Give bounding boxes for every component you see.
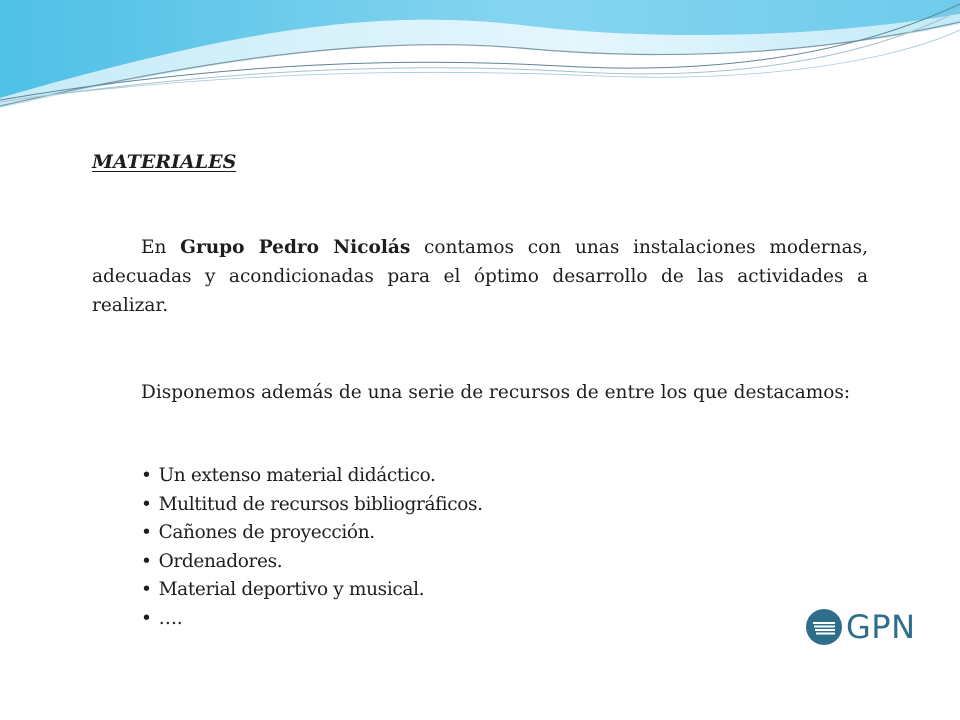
bullet-icon: • bbox=[141, 493, 152, 515]
list-item-text: Un extenso material didáctico. bbox=[158, 465, 436, 486]
intro-rest: contamos con unas instalaciones modernas, adecuadas y acondicionadas para el óptimo desarrollo de las actividades a realizar. bbox=[92, 237, 868, 316]
list-item-text: Cañones de proyección. bbox=[158, 522, 375, 544]
list-item-text: Multitud de recursos bibliográficos. bbox=[158, 493, 483, 515]
bullet-icon: • bbox=[141, 579, 152, 601]
list-item-text: …. bbox=[158, 607, 183, 629]
intro-prefix: En bbox=[141, 237, 181, 258]
gpn-logo-text: GPN bbox=[846, 608, 916, 646]
gpn-book-icon bbox=[804, 604, 844, 650]
list-item bbox=[141, 519, 483, 548]
resources-paragraph: Disponemos además de una serie de recursos de entre los que destacamos: bbox=[141, 382, 851, 403]
bullet-icon: • bbox=[141, 522, 152, 544]
company-name: Grupo Pedro Nicolás bbox=[180, 237, 411, 258]
list-item-text: Material deportivo y musical. bbox=[158, 579, 425, 601]
bullet-icon: • bbox=[141, 465, 152, 486]
list-item bbox=[141, 576, 483, 605]
bullet-icon: • bbox=[141, 607, 152, 629]
list-item bbox=[141, 605, 483, 634]
list-item bbox=[141, 462, 483, 491]
gpn-logo bbox=[804, 604, 914, 650]
wave-banner bbox=[0, 0, 960, 120]
section-heading: MATERIALES bbox=[92, 151, 237, 173]
wave-main-shape bbox=[0, 0, 960, 98]
bullet-icon: • bbox=[141, 550, 152, 572]
list-item bbox=[141, 491, 483, 520]
intro-paragraph bbox=[92, 233, 868, 320]
resources-list bbox=[141, 462, 483, 634]
list-item bbox=[141, 548, 483, 577]
list-item-text: Ordenadores. bbox=[158, 550, 283, 572]
